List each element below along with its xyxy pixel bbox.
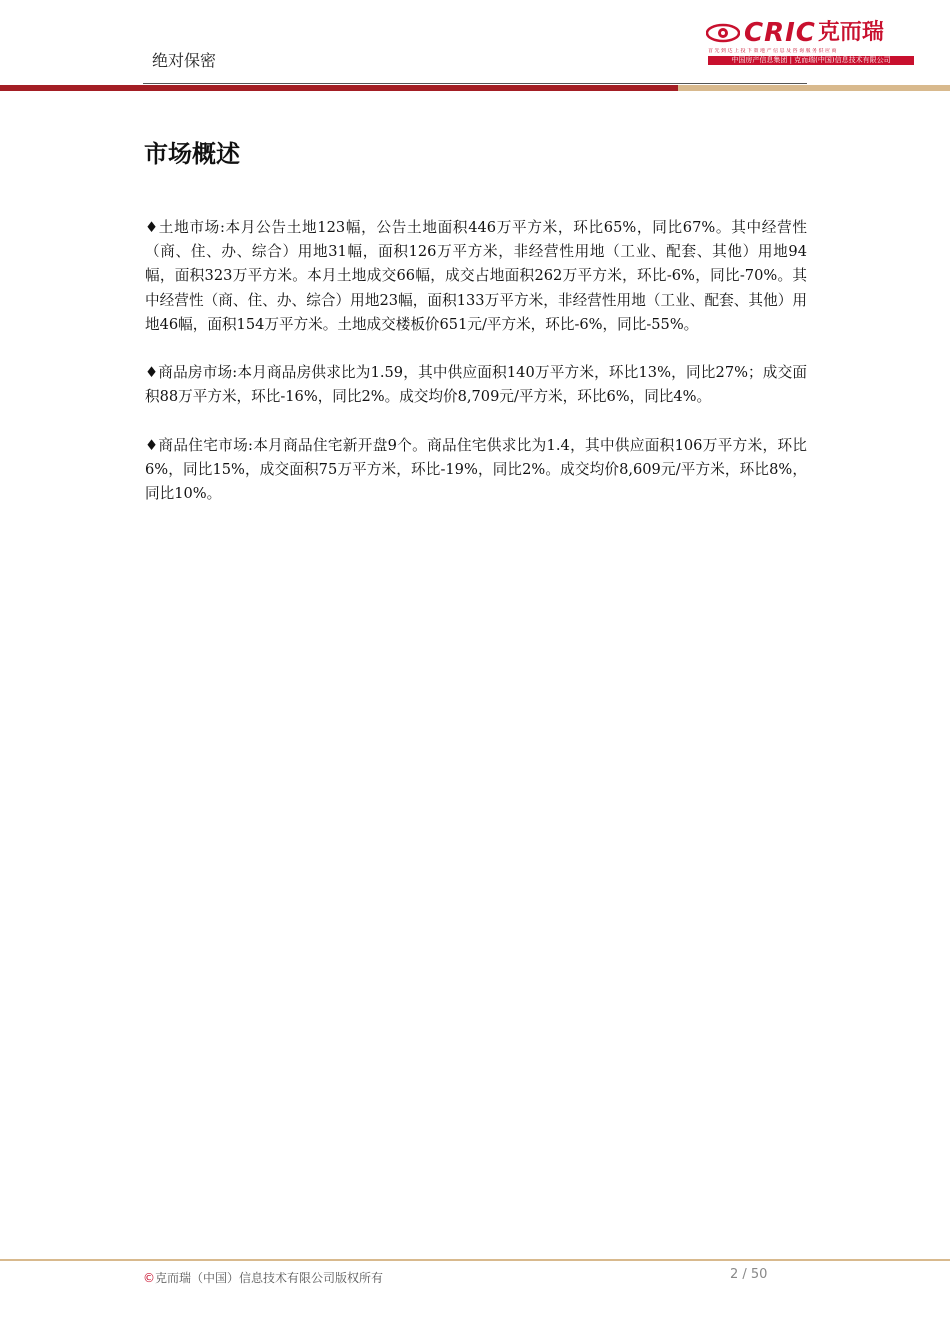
confidential-label: 绝对保密 xyxy=(152,51,217,70)
copyright-text: 克而瑞（中国）信息技术有限公司版权所有 xyxy=(155,1271,384,1285)
footer-divider xyxy=(0,1259,950,1261)
logo-brand: CRIC xyxy=(744,18,816,48)
market-overview-content xyxy=(145,216,807,531)
diamond-bullet-icon: ♦ xyxy=(145,436,159,454)
copyright-icon: © xyxy=(143,1271,155,1285)
paragraph-text: 商品住宅市场:本月商品住宅新开盘9个。商品住宅供求比为1.4，其中供应面积106万平方米，环比6%，同比15%，成交面积75万平方米，环比-19%，同比2%。成交均价8,609元/平方米，环比8%，同比10%。 xyxy=(145,436,807,503)
logo-mark xyxy=(706,20,884,46)
paragraph-land-market xyxy=(145,216,807,337)
header-divider-tan xyxy=(678,85,950,91)
paragraph-text: 土地市场:本月公告土地123幅，公告土地面积446万平方米，环比65%，同比67%。其中经营性（商、住、办、综合）用地31幅，面积126万平方米，非经营性用地（工业、配套、其他）用地94幅，面积323万平方米。本月土地成交66幅，成交占地面积262万平方米，环比-6%，同比-70%。其中经营性（商、住、办、综合）用地23幅，面积133万平方米，非经营性用地（工业、配套、其他）用地46幅，面积154万平方米。土地成交楼板价651元/平方米，环比-6%，同比-55%。 xyxy=(145,219,807,333)
logo-tagline: 首先到达上投下策地产信息及咨询服务供应商 xyxy=(708,48,839,54)
header-thin-divider xyxy=(143,83,807,84)
logo-company-bar: 中国房产信息集团 | 克而瑞(中国)信息技术有限公司 xyxy=(708,56,914,65)
page-number: 2 / 50 xyxy=(730,1267,768,1282)
paragraph-commercial-housing xyxy=(145,361,807,409)
paragraph-residential-market xyxy=(145,434,807,507)
page-title: 市场概述 xyxy=(144,140,240,168)
diamond-bullet-icon: ♦ xyxy=(145,219,159,236)
eye-icon xyxy=(706,23,740,43)
header-divider xyxy=(0,85,950,91)
diamond-bullet-icon: ♦ xyxy=(145,364,159,382)
header-divider-red xyxy=(0,85,678,91)
logo-brand-cn: 克而瑞 xyxy=(817,20,884,45)
paragraph-text: 商品房市场:本月商品房供求比为1.59，其中供应面积140万平方米，环比13%，同比27%；成交面积88万平方米，环比-16%，同比2%。成交均价8,709元/平方米，环比6%，同比4%。 xyxy=(145,364,807,406)
cric-logo xyxy=(706,20,916,66)
footer-copyright xyxy=(143,1269,383,1286)
